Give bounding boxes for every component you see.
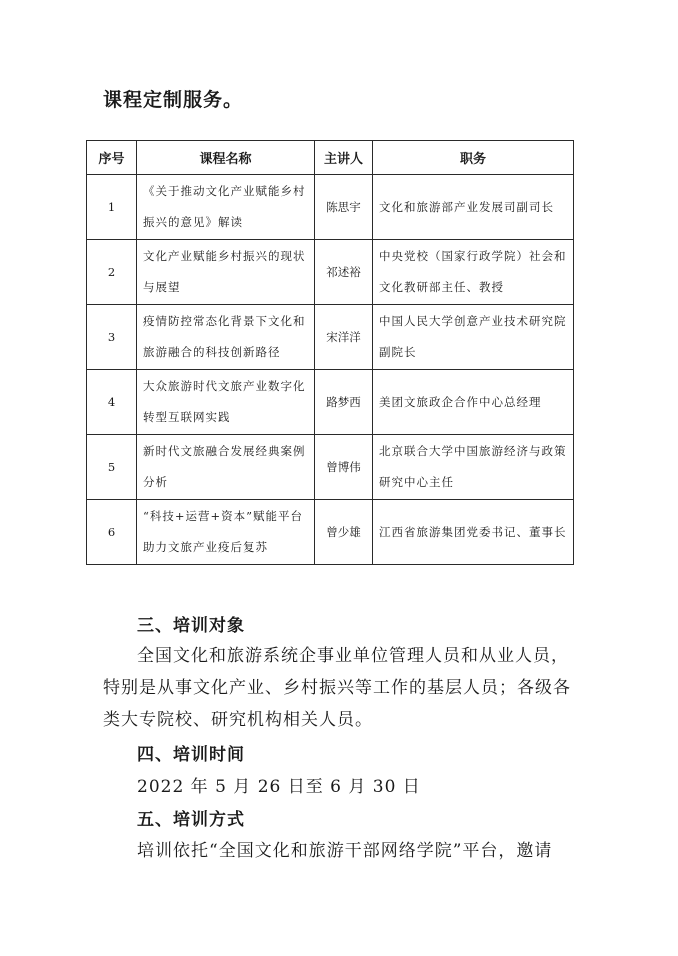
row-speaker: 曾少雄: [315, 500, 373, 565]
table-row: [87, 370, 574, 435]
row-no: 4: [87, 370, 137, 435]
row-no: 2: [87, 240, 137, 305]
table-row: [87, 435, 574, 500]
row-speaker: 陈思宇: [315, 175, 373, 240]
row-position: 中国人民大学创意产业技术研究院副院长: [373, 305, 574, 370]
section-heading-training-time: 四、培训时间: [137, 745, 245, 765]
table-header-row: [87, 141, 574, 175]
header-no: 序号: [87, 141, 137, 175]
training-method-text: 培训依托“全国文化和旅游干部网络学院”平台，邀请: [137, 841, 553, 861]
row-position: 文化和旅游部产业发展司副司长: [373, 175, 574, 240]
row-course-title: 大众旅游时代文旅产业数字化转型互联网实践: [137, 370, 315, 435]
row-course-title: “科技+运营+资本”赋能平台 助力文旅产业疫后复苏: [137, 500, 315, 565]
section-heading-training-method: 五、培训方式: [137, 810, 245, 830]
section-heading-training-target: 三、培训对象: [137, 616, 245, 636]
course-table: [86, 140, 574, 565]
row-course-title: 疫情防控常态化背景下文化和旅游融合的科技创新路径: [137, 305, 315, 370]
header-position: 职务: [373, 141, 574, 175]
table-row: [87, 240, 574, 305]
row-position: 中央党校（国家行政学院）社会和文化教研部主任、教授: [373, 240, 574, 305]
row-speaker: 祁述裕: [315, 240, 373, 305]
intro-tail-text: 课程定制服务。: [103, 89, 244, 111]
training-time-text: 2022 年 5 月 26 日至 6 月 30 日: [137, 777, 421, 797]
row-speaker: 宋洋洋: [315, 305, 373, 370]
row-speaker: 曾博伟: [315, 435, 373, 500]
row-position: 江西省旅游集团党委书记、董事长: [373, 500, 574, 565]
row-no: 3: [87, 305, 137, 370]
row-no: 5: [87, 435, 137, 500]
row-course-title: 文化产业赋能乡村振兴的现状与展望: [137, 240, 315, 305]
table-row: [87, 500, 574, 565]
table-row: [87, 305, 574, 370]
row-speaker: 路梦西: [315, 370, 373, 435]
table-row: [87, 175, 574, 240]
header-course-name: 课程名称: [137, 141, 315, 175]
row-course-title: 新时代文旅融合发展经典案例分析: [137, 435, 315, 500]
header-speaker: 主讲人: [315, 141, 373, 175]
row-course-title: 《关于推动文化产业赋能乡村振兴的意见》解读: [137, 175, 315, 240]
row-position: 美团文旅政企合作中心总经理: [373, 370, 574, 435]
row-no: 6: [87, 500, 137, 565]
row-no: 1: [87, 175, 137, 240]
training-target-paragraph: 全国文化和旅游系统企事业单位管理人员和从业人员，特别是从事文化产业、乡村振兴等工作的基层人员；各级各类大专院校、研究机构相关人员。: [103, 646, 571, 730]
row-position: 北京联合大学中国旅游经济与政策研究中心主任: [373, 435, 574, 500]
